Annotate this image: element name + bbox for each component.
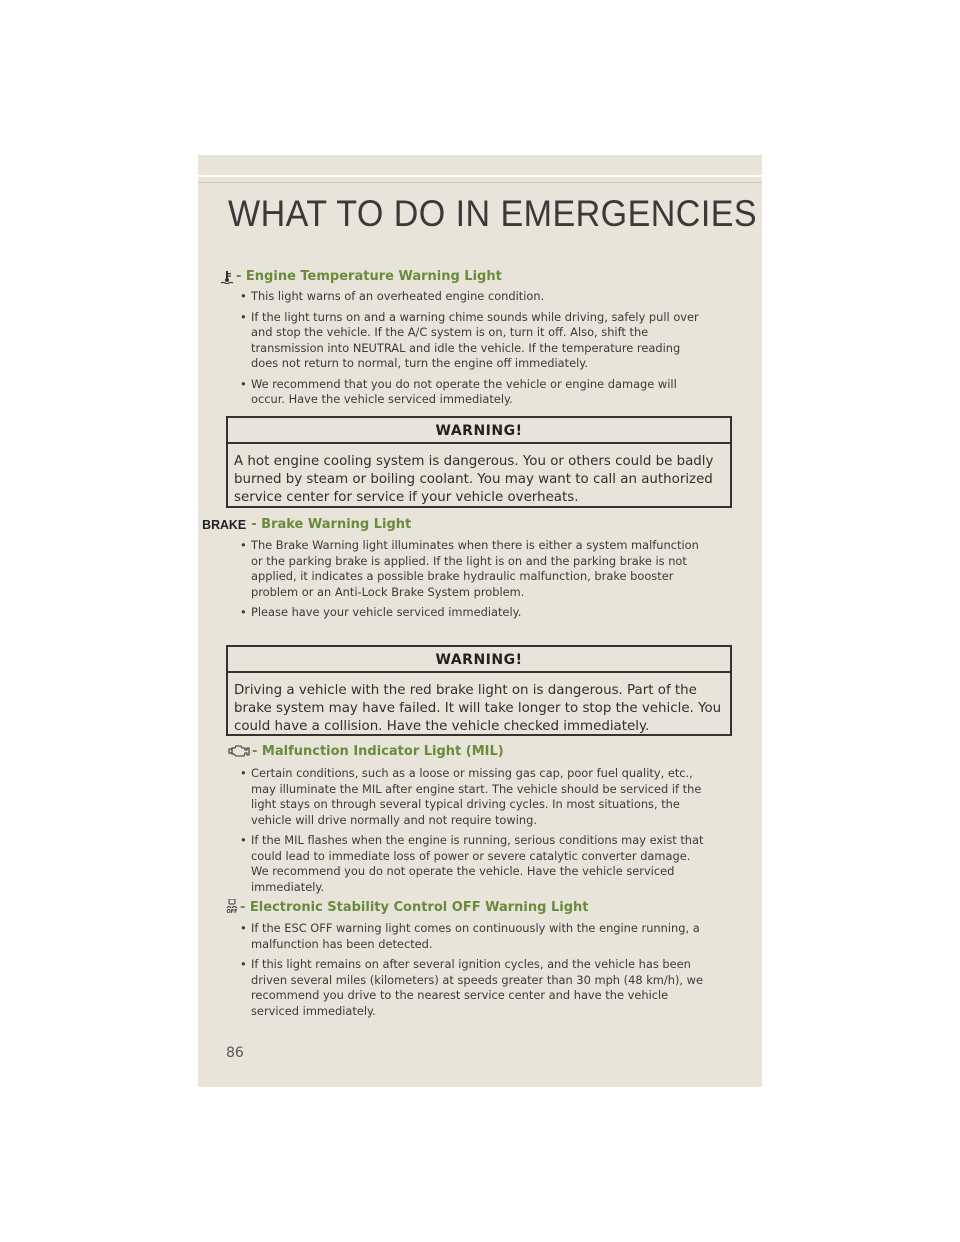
section-heading-text: - Electronic Stability Control OFF Warning Light <box>240 899 589 915</box>
header-rule <box>198 175 762 177</box>
list-item: • If the MIL flashes when the engine is running, serious conditions may exist that could lead to immediate loss of power or severe catalytic converter damage. We recommend you do not operate the vehicle. Have the vehicle serviced immediately. <box>240 833 710 895</box>
engine-temperature-icon <box>220 270 234 284</box>
bullet-list-engine-temperature <box>240 289 710 413</box>
warning-title: WARNING! <box>228 418 730 444</box>
list-item: • If the ESC OFF warning light comes on continuously with the engine running, a malfunction has been detected. <box>240 921 710 952</box>
list-item: • If the light turns on and a warning chime sounds while driving, safely pull over and stop the vehicle. If the A/C system is on, turn it off. Also, shift the transmission into NEUTRAL and idle the vehicle. If the temperature reading does not return to normal, turn the engine off immediately. <box>240 310 710 372</box>
section-heading-mil <box>228 743 504 759</box>
page-title: WHAT TO DO IN EMERGENCIES <box>228 193 758 234</box>
list-item: • If this light remains on after several ignition cycles, and the vehicle has been driven several miles (kilometers) at speeds greater than 30 mph (48 km/h), we recommend you drive to the nearest service center and have the vehicle serviced immediately. <box>240 957 710 1019</box>
warning-body: A hot engine cooling system is dangerous. You or others could be badly burned by steam or boiling coolant. You may want to call an authorized service center for service if your vehicle overheats. <box>234 454 714 505</box>
esc-off-icon <box>226 899 238 915</box>
list-item: • Certain conditions, such as a loose or missing gas cap, poor fuel quality, etc., may illuminate the MIL after engine start. The vehicle should be serviced if the light stays on through several typical driving cycles. In most situations, the vehicle will drive normally and not require towing. <box>240 766 710 828</box>
warning-box-brake <box>226 645 732 736</box>
list-item: • This light warns of an overheated engine condition. <box>240 289 710 305</box>
warning-box-coolant <box>226 416 732 508</box>
header-rule-shadow <box>198 182 762 183</box>
page-number: 86 <box>226 1045 244 1061</box>
bullet-list-brake <box>240 538 710 626</box>
esc-off-icon-label: OFF <box>226 909 238 915</box>
list-item: • We recommend that you do not operate the vehicle or engine damage will occur. Have the vehicle serviced immediately. <box>240 377 710 408</box>
bullet-list-esc-off <box>240 921 710 1024</box>
section-heading-esc-off <box>226 899 589 915</box>
warning-title: WARNING! <box>228 647 730 673</box>
section-heading-engine-temperature <box>220 269 502 284</box>
manual-page <box>198 155 762 1087</box>
list-item: • The Brake Warning light illuminates when there is either a system malfunction or the parking brake is applied. If the light is on and the parking brake is not applied, it indicates a possible brake hydraulic malfunction, brake booster problem or an Anti-Lock Brake System problem. <box>240 538 710 600</box>
brake-icon: BRAKE <box>202 517 247 532</box>
bullet-list-mil <box>240 766 710 900</box>
warning-body: Driving a vehicle with the red brake light on is dangerous. Part of the brake system may have failed. It will take longer to stop the vehicle. You could have a collision. Have the vehicle checked immediately. <box>234 683 722 734</box>
section-heading-text: - Engine Temperature Warning Light <box>236 269 502 284</box>
section-heading-brake <box>201 517 411 532</box>
list-item: • Please have your vehicle serviced immediately. <box>240 605 710 621</box>
section-heading-text: - Brake Warning Light <box>251 517 412 532</box>
section-heading-text: - Malfunction Indicator Light (MIL) <box>252 743 504 759</box>
check-engine-icon <box>228 743 250 759</box>
